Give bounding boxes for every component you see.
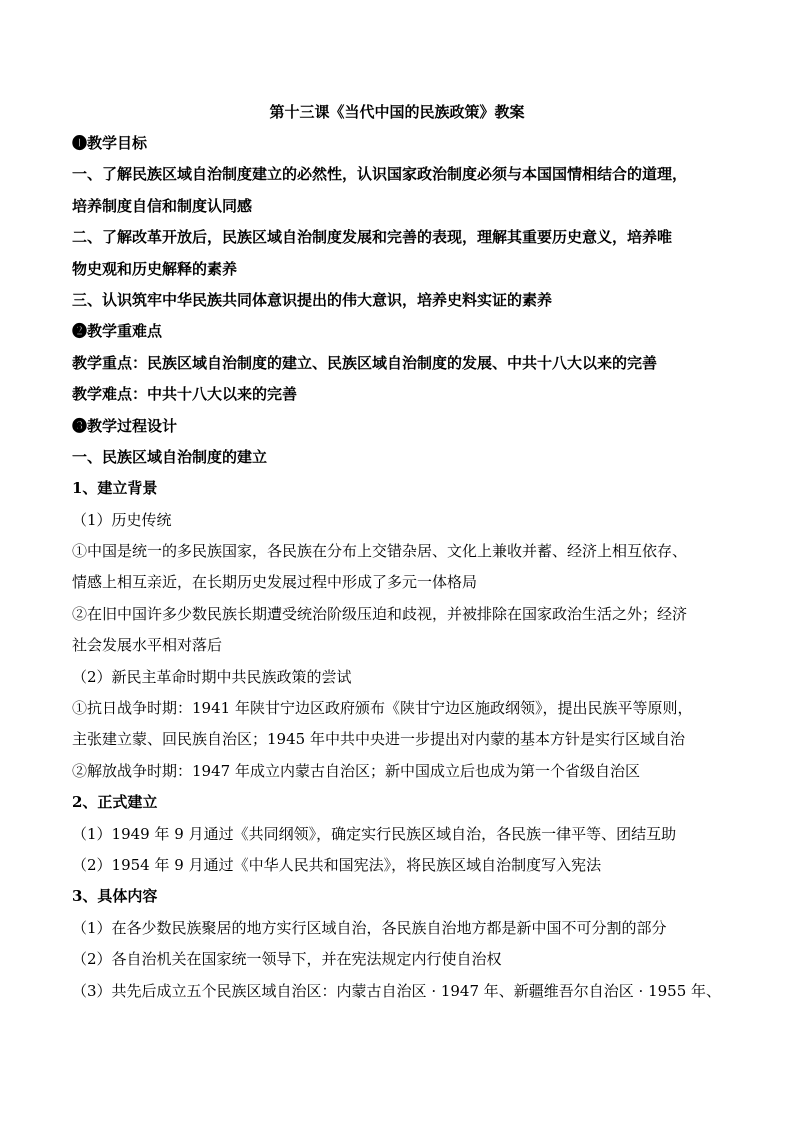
text-line: （2）各自治机关在国家统一领导下，并在宪法规定内行使自治权 (72, 950, 502, 969)
heading-line: 三、认识筑牢中华民族共同体意识提出的伟大意识，培养史料实证的素养 (72, 290, 553, 309)
text-line: （1）在各少数民族聚居的地方实行区域自治，各民族自治地方都是新中国不可分割的部分 (72, 918, 667, 937)
heading-line: 一、了解民族区域自治制度建立的必然性，认识国家政治制度必须与本国国情相结合的道理， (72, 165, 688, 184)
heading-line: 1、建立背景 (72, 479, 158, 498)
heading-line: 培养制度自信和制度认同感 (72, 196, 253, 215)
heading-line: 二、了解改革开放后，民族区域自治制度发展和完善的表现，理解其重要历史意义，培养唯 (72, 228, 673, 247)
heading-line: 教学难点：中共十八大以来的完善 (72, 385, 298, 404)
text-line: （1）历史传统 (72, 510, 172, 529)
heading-line: 物史观和历史解释的素养 (72, 259, 238, 278)
text-line: （3）共先后成立五个民族区域自治区：内蒙古自治区 · 1947 年、新疆维吾尔自治区 · 1955 年、 (72, 981, 722, 1000)
text-line: （2）1954 年 9 月通过《中华人民共和国宪法》，将民族区域自治制度写入宪法 (72, 855, 602, 874)
heading-line: 教学重点：民族区域自治制度的建立、民族区域自治制度的发展、中共十八大以来的完善 (72, 353, 658, 372)
heading-line: ❶教学目标 (72, 134, 148, 152)
heading-line: ❷教学重难点 (72, 322, 163, 341)
heading-line: 一、民族区域自治制度的建立 (72, 447, 268, 466)
text-line: ①中国是统一的多民族国家，各民族在分布上交错杂居、文化上兼收并蓄、经济上相互依存、 (72, 542, 688, 561)
text-line: 主张建立蒙、回民族自治区；1945 年中共中央进一步提出对内蒙的基本方针是实行区域自治 (72, 730, 685, 749)
heading-line: 3、具体内容 (72, 887, 158, 906)
text-line: ②解放战争时期：1947 年成立内蒙古自治区；新中国成立后也成为第一个省级自治区 (72, 761, 640, 780)
heading-line: ❸教学过程设计 (72, 416, 178, 435)
text-line: （2）新民主革命时期中共民族政策的尝试 (72, 667, 352, 686)
text-line: （1）1949 年 9 月通过《共同纲领》，确定实行民族区域自治，各民族一律平等、团结互助 (72, 824, 677, 843)
text-line: 情感上相互亲近，在长期历史发展过程中形成了多元一体格局 (72, 573, 478, 592)
document-title: 第十三课《当代中国的民族政策》教案 (269, 103, 525, 121)
text-line: ②在旧中国许多少数民族长期遭受统治阶级压迫和歧视，并被排除在国家政治生活之外；经济 (72, 604, 688, 623)
text-line: ①抗日战争时期：1941 年陕甘宁边区政府颁布《陕甘宁边区施政纲领》，提出民族平等原则， (72, 699, 693, 718)
heading-line: 2、正式建立 (72, 793, 158, 812)
document-body (72, 131, 732, 1010)
text-line: 社会发展水平相对落后 (72, 636, 223, 655)
